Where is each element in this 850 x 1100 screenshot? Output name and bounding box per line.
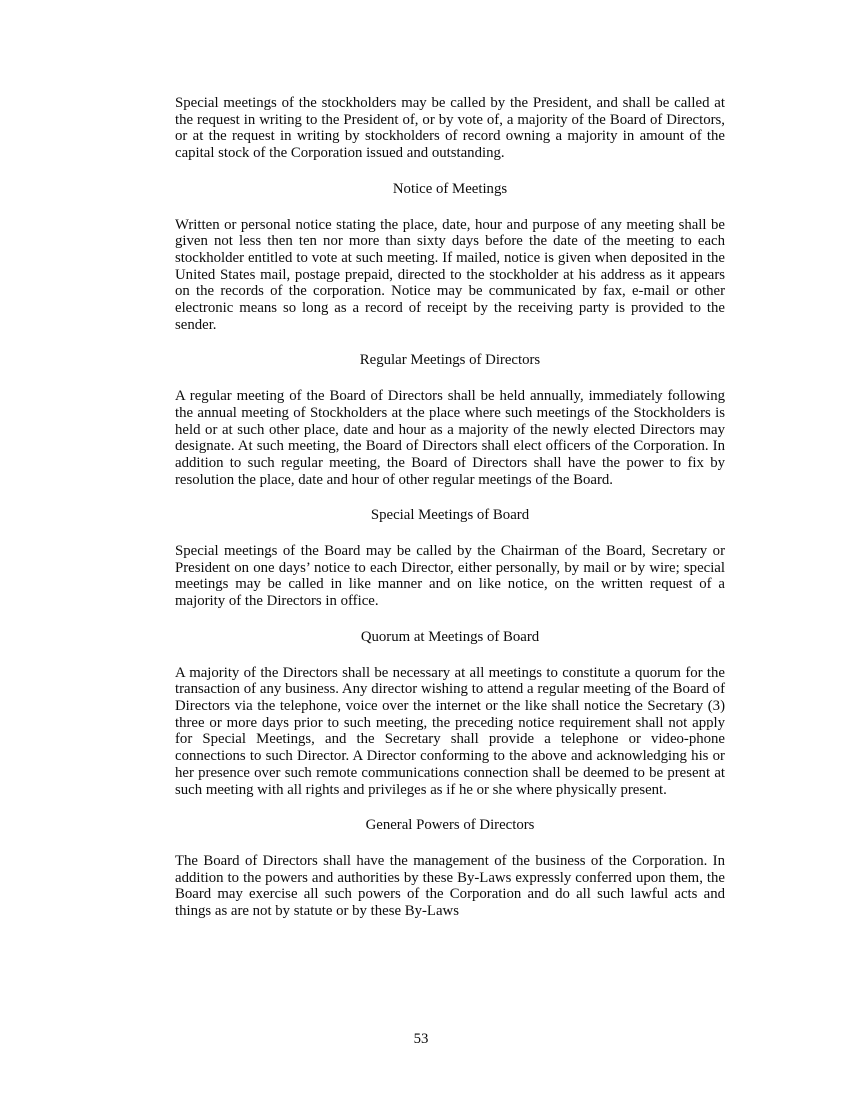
- section-heading-regular-meetings-of-directors: Regular Meetings of Directors: [359, 352, 541, 369]
- page-number: 53: [413, 1031, 429, 1047]
- section-heading-notice-of-meetings: Notice of Meetings: [392, 180, 508, 197]
- paragraph-regular-meetings-of-directors: A regular meeting of the Board of Directors shall be held annually, immediately following the annual meeting of Stockholders at the place where such meetings of the Stockholders is held or at such other place, date and hour as a majority of the newly elected Directors may designate. At such meeting, the Board of Directors shall elect officers of the Corporation. In addition to such regular meeting, the Board of Directors shall have the power to fix by resolution the place, date and hour of other regular meetings of the Board.: [175, 388, 725, 488]
- section-heading-special-meetings-of-board: Special Meetings of Board: [370, 507, 530, 524]
- section-heading-quorum-at-meetings-of-board: Quorum at Meetings of Board: [360, 628, 540, 645]
- page-footer: [0, 1031, 842, 1048]
- section-heading-general-powers-of-directors: General Powers of Directors: [365, 817, 535, 834]
- document-page-content: [175, 95, 725, 939]
- paragraph-special-meetings-stockholders: Special meetings of the stockholders may be called by the President, and shall be called at the request in writing to the President of, or by vote of, a majority of the Board of Directors, or at the request in writing by stockholders of record owning a majority in amount of the capital stock of the Corporation issued and outstanding.: [175, 95, 725, 162]
- paragraph-special-meetings-of-board: Special meetings of the Board may be called by the Chairman of the Board, Secretary or President on one days’ notice to each Director, either personally, by mail or by wire; special meetings may be called in like manner and on like notice, on the written request of a majority of the Directors in office.: [175, 543, 725, 610]
- paragraph-general-powers-of-directors: The Board of Directors shall have the management of the business of the Corporation. In addition to the powers and authorities by these By-Laws expressly conferred upon them, the Board may exercise all such powers of the Corporation and do all such lawful acts and things as are not by statute or by these By-Laws: [175, 852, 725, 920]
- paragraph-quorum-at-meetings-of-board: A majority of the Directors shall be necessary at all meetings to constitute a quorum for the transaction of any business. Any director wishing to attend a regular meeting of the Board of Directors via the telephone, voice over the internet or the like shall notice the Secretary (3) three or more days prior to such meeting, the preceding notice requirement shall not apply for Special Meetings, and the Secretary shall provide a telephone or video-phone connections to such Director. A Director conforming to the above and acknowledging his or her presence over such remote communications connection shall be deemed to be present at such meeting with all rights and privileges as if he or she where physically present.: [175, 664, 725, 798]
- paragraph-notice-of-meetings: Written or personal notice stating the place, date, hour and purpose of any meeting shall be given not less then ten nor more than sixty days before the date of the meeting to each stockholder entitled to vote at such meeting. If mailed, notice is given when deposited in the United States mail, postage prepaid, directed to the stockholder at his address as it appears on the records of the corporation. Notice may be communicated by fax, e-mail or other electronic means so long as a record of receipt by the receiving party is provided to the sender.: [175, 216, 725, 333]
